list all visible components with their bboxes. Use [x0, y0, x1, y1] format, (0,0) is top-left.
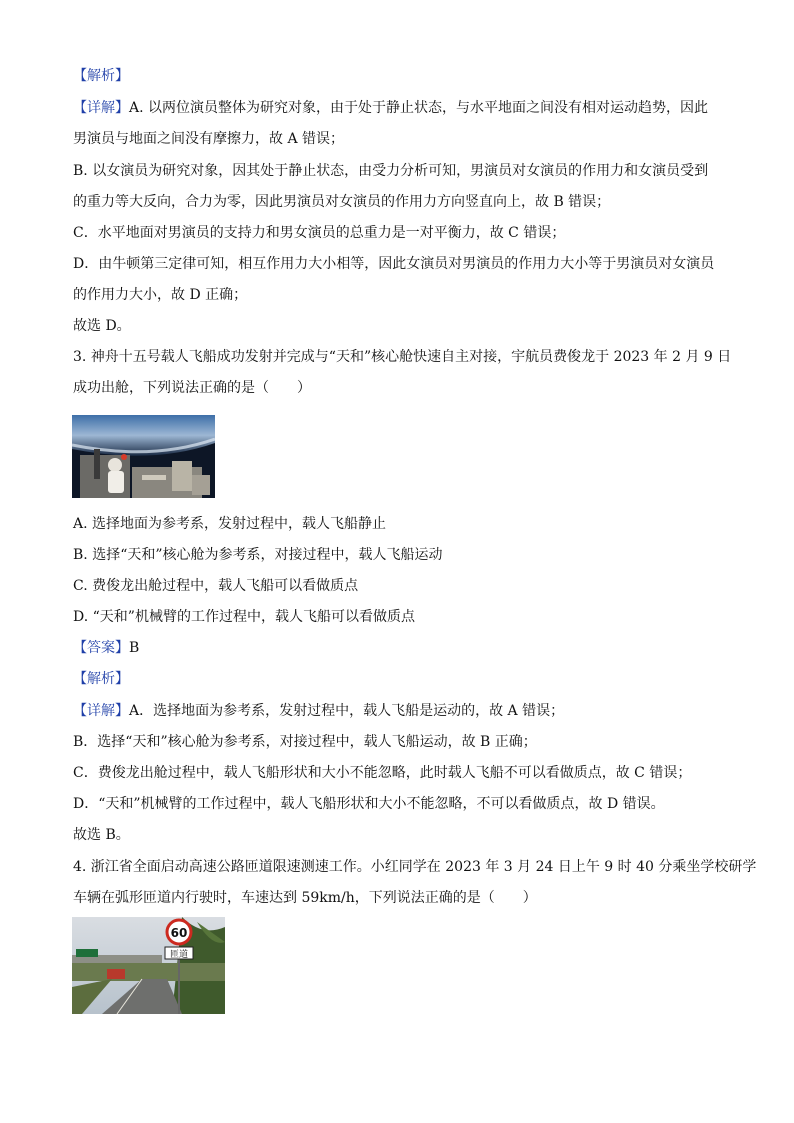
question-stem: 3. 神舟十五号载人飞船成功发射并完成与“天和”核心舱快速自主对接，宇航员费俊龙于 2023 年 2 月 9 日	[73, 349, 732, 365]
detail-line	[73, 702, 564, 720]
analysis-header: 【解析】	[73, 671, 129, 687]
answer-line	[73, 639, 139, 657]
detail-line: B．选择“天和”核心舱为参考系，对接过程中，载人飞船运动，故 B 正确；	[73, 734, 537, 750]
detail-line	[73, 99, 708, 117]
option-a: A. 选择地面为参考系，发射过程中，载人飞船静止	[73, 516, 387, 532]
ramp-sign-text: 匝道	[169, 950, 189, 960]
question-stem: 4. 浙江省全面启动高速公路匝道限速测速工作。小红同学在 2023 年 3 月 24 日上午 9 时 40 分乘坐学校研学	[73, 859, 757, 875]
detail-text: A．选择地面为参考系，发射过程中，载人飞船是运动的，故 A 错误；	[129, 703, 565, 719]
option-d: D. “天和”机械臂的工作过程中，载人飞船可以看做质点	[73, 609, 415, 625]
detail-prefix: 【详解】	[73, 703, 129, 719]
detail-line: B. 以女演员为研究对象，因其处于静止状态，由受力分析可知，男演员对女演员的作用力和女演员受到	[73, 163, 709, 179]
detail-line: D．由牛顿第三定律可知，相互作用力大小相等，因此女演员对男演员的作用力大小等于男演员对女演员	[73, 256, 715, 272]
speed-limit-value: 60	[170, 926, 188, 940]
detail-line: 的重力等大反向，合力为零，因此男演员对女演员的作用力方向竖直向上，故 B 错误；	[73, 194, 611, 210]
detail-line: 男演员与地面之间没有摩擦力，故 A 错误；	[73, 131, 345, 147]
answer-header: 【答案】	[73, 640, 129, 656]
spacewalk-photo	[72, 415, 215, 498]
option-c: C. 费俊龙出舱过程中，载人飞船可以看做质点	[73, 578, 359, 594]
analysis-header: 【解析】	[73, 68, 129, 84]
conclusion-line: 故选 D。	[73, 318, 131, 334]
detail-line: 的作用力大小，故 D 正确；	[73, 287, 248, 303]
highway-ramp-photo	[72, 917, 225, 1014]
question-stem: 车辆在弧形匝道内行驶时，车速达到 59km/h，下列说法正确的是（ ）	[73, 890, 537, 906]
detail-line: D．“天和”机械臂的工作过程中，载人飞船形状和大小不能忽略，不可以看做质点，故 D 错误。	[73, 796, 665, 812]
detail-line: C．费俊龙出舱过程中，载人飞船形状和大小不能忽略，此时载人飞船不可以看做质点，故 C 错误；	[73, 765, 692, 781]
detail-text: A. 以两位演员整体为研究对象，由于处于静止状态，与水平地面之间没有相对运动趋势，因此	[129, 100, 709, 116]
question-stem: 成功出舱，下列说法正确的是（ ）	[73, 380, 311, 396]
option-b: B. 选择“天和”核心舱为参考系，对接过程中，载人飞船运动	[73, 547, 443, 563]
detail-prefix: 【详解】	[73, 100, 129, 116]
detail-line: C．水平地面对男演员的支持力和男女演员的总重力是一对平衡力，故 C 错误；	[73, 225, 566, 241]
answer-value: B	[129, 640, 140, 656]
conclusion-line: 故选 B。	[73, 827, 130, 843]
